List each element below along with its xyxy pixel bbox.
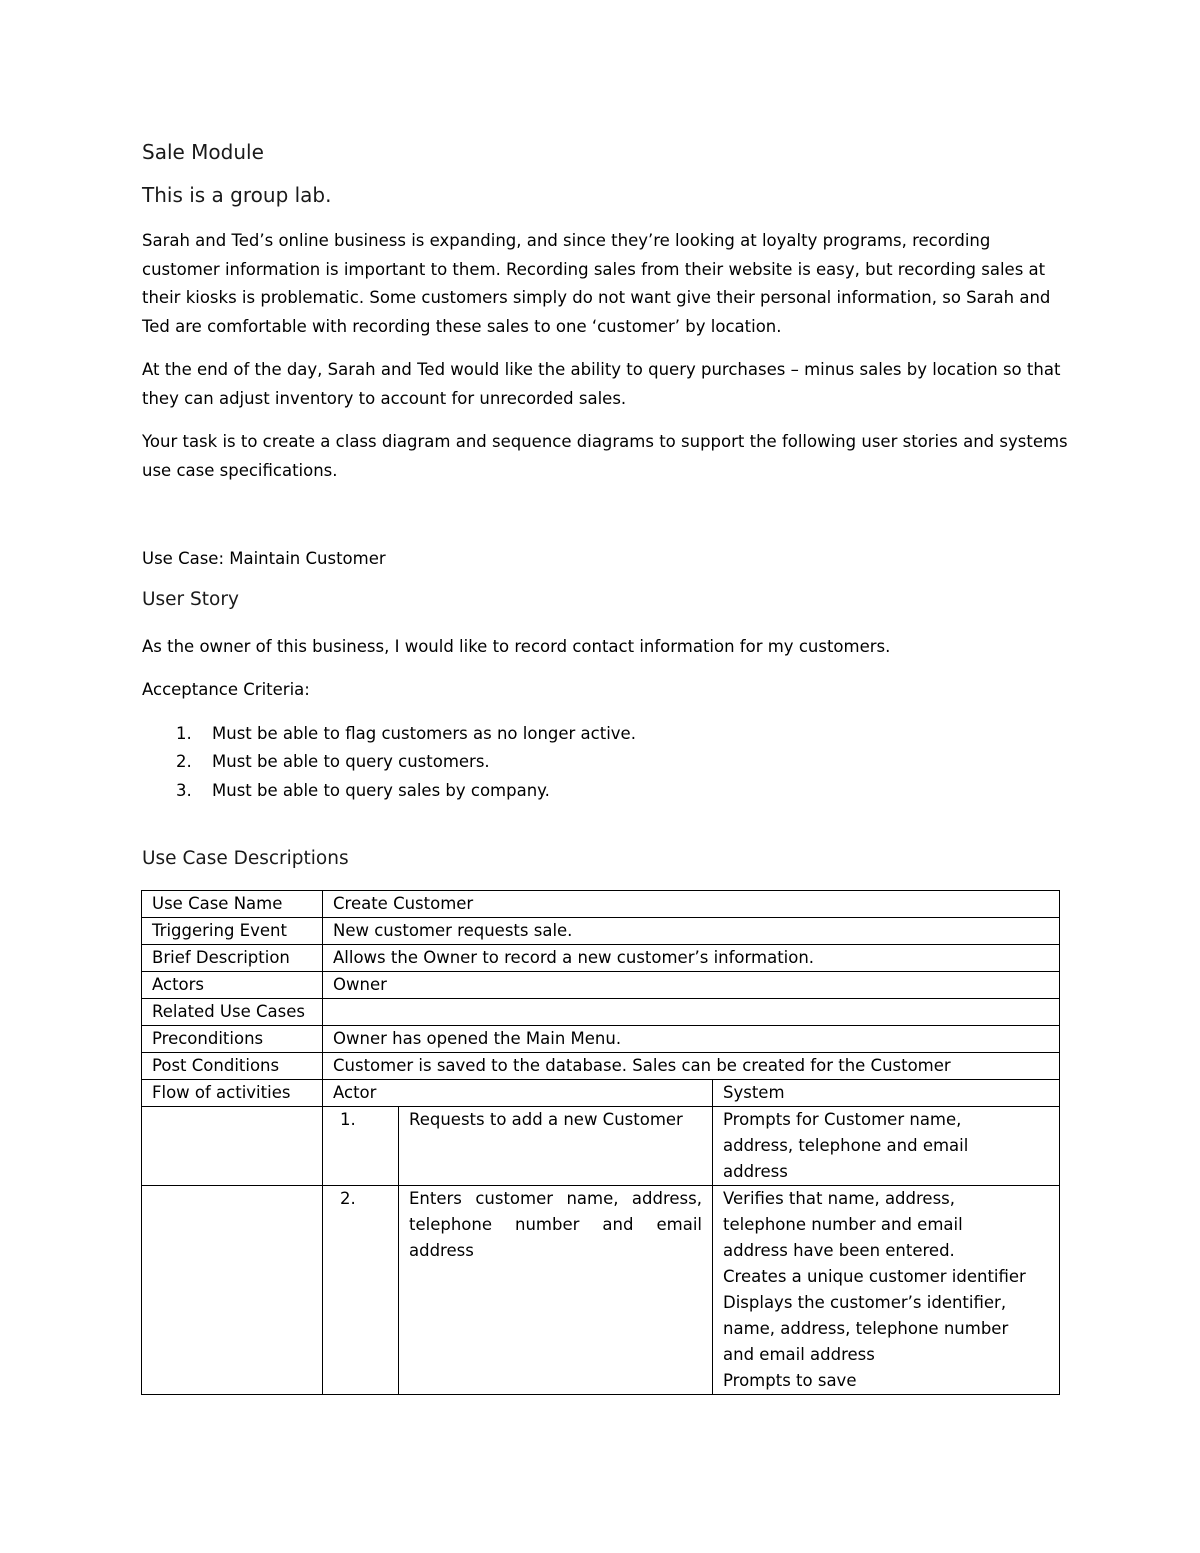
page-title: Sale Module <box>142 140 264 164</box>
system-line: address <box>723 1162 788 1181</box>
criteria-number: 3. <box>176 781 192 800</box>
criteria-text: Must be able to flag customers as no longer active. <box>212 724 636 743</box>
step-system-cell <box>713 1107 1060 1186</box>
row-label: Related Use Cases <box>142 999 323 1026</box>
step-number: 1. <box>323 1107 399 1186</box>
actor-header: Actor <box>323 1080 713 1107</box>
system-line: and email address <box>723 1345 875 1364</box>
row-label: Post Conditions <box>142 1053 323 1080</box>
system-line: address have been entered. <box>723 1241 955 1260</box>
user-story-text: As the owner of this business, I would like to record contact information for my customers. <box>142 637 891 656</box>
row-value: New customer requests sale. <box>323 918 1060 945</box>
system-line: name, address, telephone number <box>723 1319 1009 1338</box>
flow-step-row <box>142 1186 1060 1395</box>
acceptance-criteria-label: Acceptance Criteria: <box>142 680 310 699</box>
use-case-descriptions-heading: Use Case Descriptions <box>142 848 349 869</box>
step-actor-text: Enters customer name, address, telephone number and email address <box>399 1186 713 1395</box>
flow-label: Flow of activities <box>142 1080 323 1107</box>
table-row <box>142 972 1060 999</box>
step-number: 2. <box>323 1186 399 1395</box>
step-actor-text: Requests to add a new Customer <box>399 1107 713 1186</box>
system-line: telephone number and email <box>723 1215 963 1234</box>
system-line: Creates a unique customer identifier <box>723 1267 1026 1286</box>
criteria-item <box>176 777 550 806</box>
flow-step-row <box>142 1107 1060 1186</box>
row-label: Triggering Event <box>142 918 323 945</box>
system-line: Prompts to save <box>723 1371 857 1390</box>
criteria-text: Must be able to query customers. <box>212 752 490 771</box>
table-row <box>142 945 1060 972</box>
query-paragraph: At the end of the day, Sarah and Ted would like the ability to query purchases – minus sales by location so that they can adjust inventory to account for unrecorded sales. <box>142 360 1061 408</box>
system-header: System <box>713 1080 1060 1107</box>
criteria-item <box>176 748 490 777</box>
row-label: Preconditions <box>142 1026 323 1053</box>
row-value: Owner <box>323 972 1060 999</box>
use-case-table <box>141 890 1060 1395</box>
row-value: Owner has opened the Main Menu. <box>323 1026 1060 1053</box>
row-value <box>323 999 1060 1026</box>
row-label: Brief Description <box>142 945 323 972</box>
system-line: address, telephone and email <box>723 1136 969 1155</box>
criteria-item <box>176 720 636 749</box>
row-value: Allows the Owner to record a new customer’s information. <box>323 945 1060 972</box>
table-row <box>142 1053 1060 1080</box>
system-line: Displays the customer’s identifier, <box>723 1293 1007 1312</box>
row-value: Create Customer <box>323 891 1060 918</box>
table-row <box>142 999 1060 1026</box>
criteria-number: 1. <box>176 724 192 743</box>
use-case-label: Use Case: Maintain Customer <box>142 549 386 568</box>
flow-empty-cell <box>142 1186 323 1395</box>
criteria-text: Must be able to query sales by company. <box>212 781 550 800</box>
task-paragraph: Your task is to create a class diagram and sequence diagrams to support the following user stories and systems use case specifications. <box>142 432 1068 480</box>
row-value: Customer is saved to the database. Sales can be created for the Customer <box>323 1053 1060 1080</box>
system-line: Verifies that name, address, <box>723 1189 956 1208</box>
table-row <box>142 1026 1060 1053</box>
page-subtitle: This is a group lab. <box>142 183 332 207</box>
row-label: Actors <box>142 972 323 999</box>
table-row <box>142 891 1060 918</box>
step-system-cell <box>713 1186 1060 1395</box>
intro-paragraph: Sarah and Ted’s online business is expanding, and since they’re looking at loyalty programs, recording customer information is important to them. Recording sales from their website is easy, but recording sales at their kiosks is problematic. Some customers simply do not want give their personal information, so Sarah and Ted are comfortable with recording these sales to one ‘customer’ by location. <box>142 231 1051 337</box>
user-story-heading: User Story <box>142 589 239 610</box>
flow-header-row <box>142 1080 1060 1107</box>
flow-empty-cell <box>142 1107 323 1186</box>
row-label: Use Case Name <box>142 891 323 918</box>
table-row <box>142 918 1060 945</box>
criteria-number: 2. <box>176 752 192 771</box>
system-line: Prompts for Customer name, <box>723 1110 962 1129</box>
